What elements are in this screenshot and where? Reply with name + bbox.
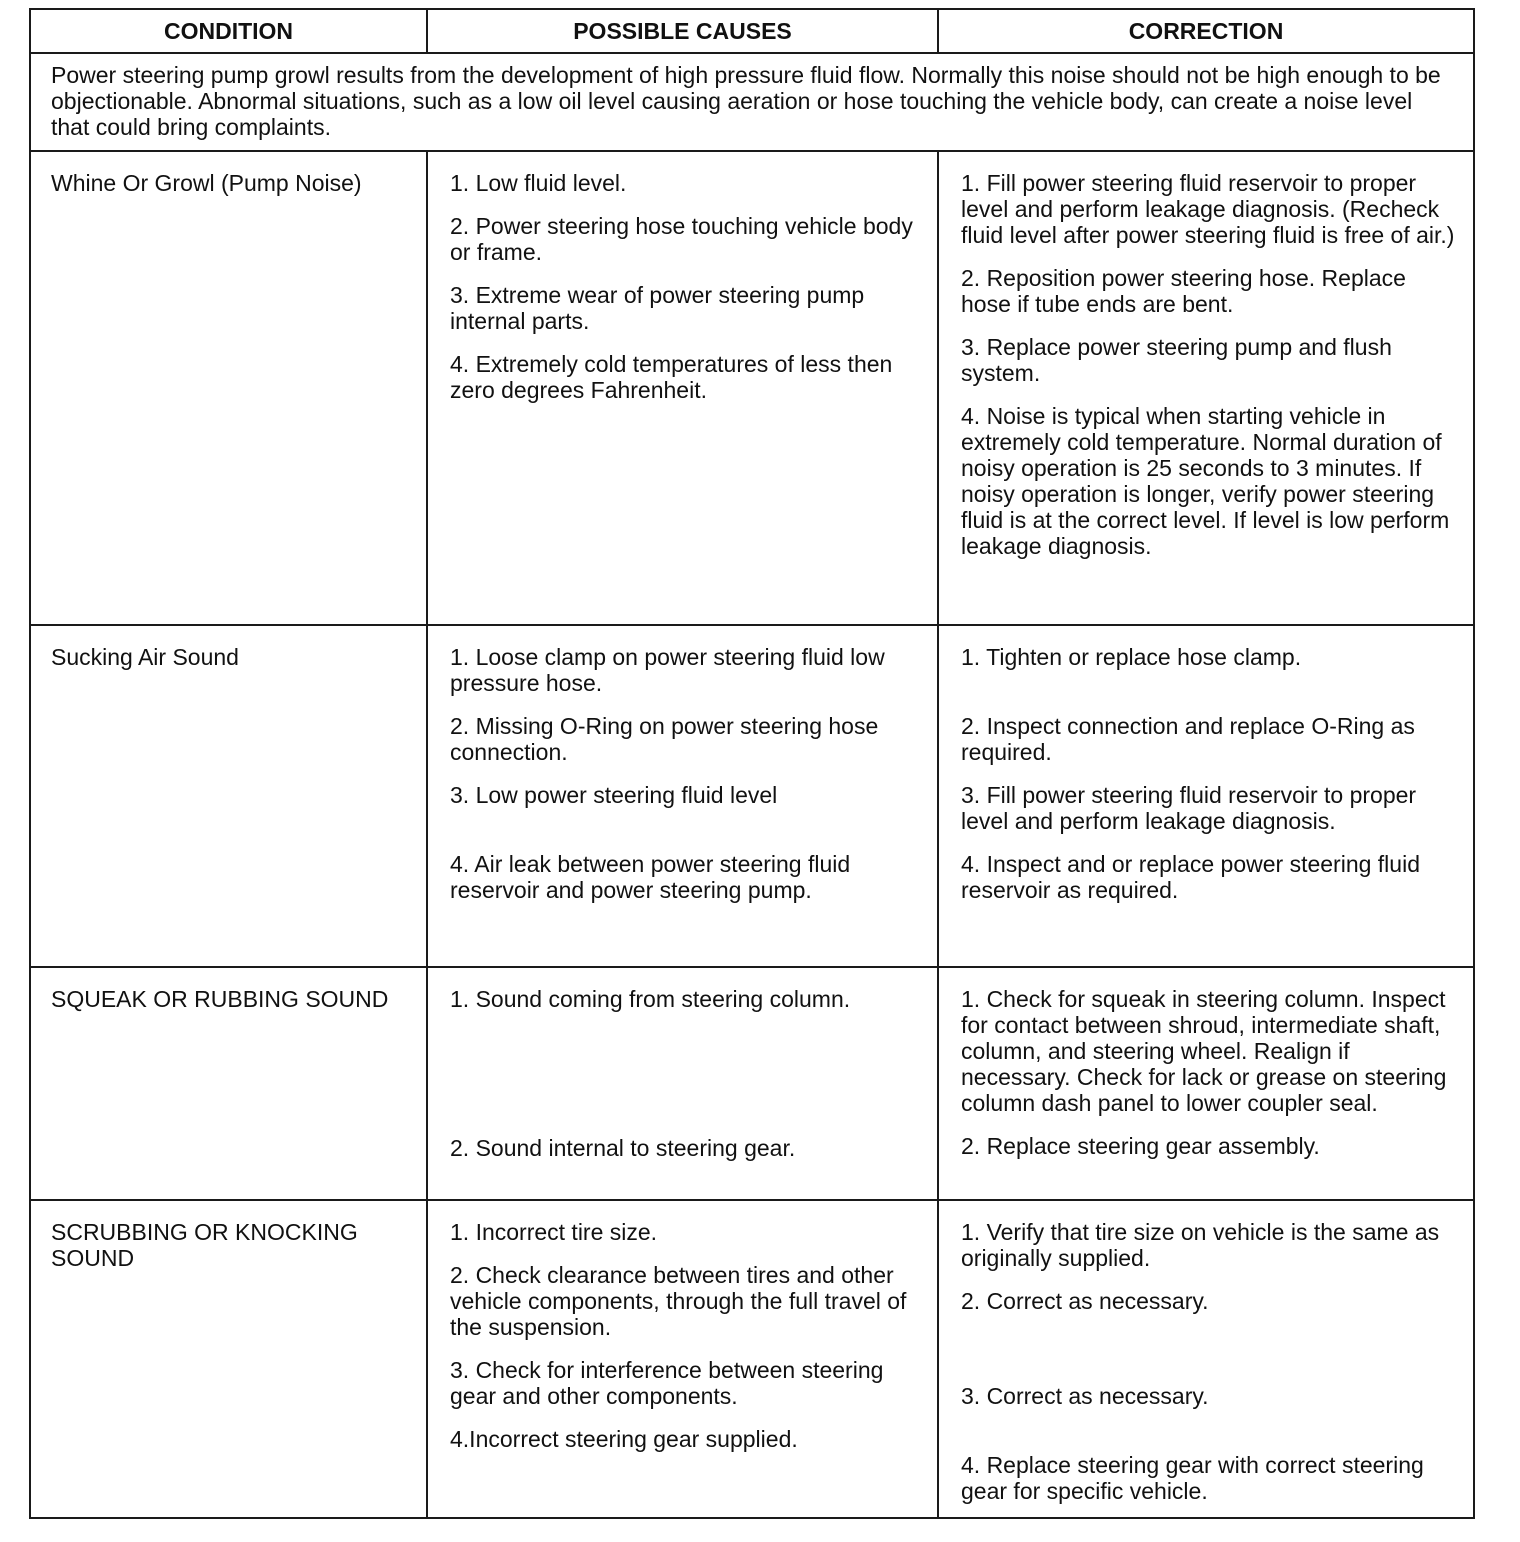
- correction-item: 2. Reposition power steering hose. Replace hose if tube ends are bent.: [961, 265, 1406, 317]
- cause-item: 3. Low power steering fluid level: [450, 782, 778, 808]
- causes-cell: [427, 1200, 938, 1518]
- correction-item: 3. Replace power steering pump and flush system.: [961, 334, 1392, 386]
- correction-item: 3. Fill power steering fluid reservoir to proper level and perform leakage diagnosis.: [961, 782, 1417, 834]
- condition-row: [30, 151, 1474, 625]
- correction-item: 2. Replace steering gear assembly.: [961, 1133, 1320, 1159]
- header-correction: CORRECTION: [938, 9, 1474, 53]
- correction-item: 2. Correct as necessary.: [961, 1288, 1209, 1314]
- cause-item: 3. Extreme wear of power steering pump internal parts.: [450, 282, 865, 334]
- condition-row: [30, 625, 1474, 967]
- cause-item: 4. Extremely cold temperatures of less then zero degrees Fahrenheit.: [450, 351, 893, 403]
- correction-item: 2. Inspect connection and replace O-Ring as required.: [961, 713, 1415, 765]
- correction-item: 4. Replace steering gear with correct steering gear for specific vehicle.: [961, 1452, 1424, 1504]
- header-possible-causes: POSSIBLE CAUSES: [427, 9, 938, 53]
- correction-item: 1. Fill power steering fluid reservoir to proper level and perform leakage diagnosis. (Recheck fluid level after power steering fluid is free of air.): [961, 170, 1455, 248]
- cause-item: 3. Check for interference between steering gear and other components.: [450, 1357, 884, 1409]
- condition-row: [30, 967, 1474, 1200]
- cause-item: 2. Power steering hose touching vehicle body or frame.: [450, 213, 913, 265]
- cause-item: 1. Low fluid level.: [450, 170, 627, 196]
- cause-item: 1. Loose clamp on power steering fluid low pressure hose.: [450, 644, 885, 696]
- condition-row: [30, 1200, 1474, 1518]
- cause-item: 2. Missing O-Ring on power steering hose connection.: [450, 713, 879, 765]
- correction-item: 1. Check for squeak in steering column. Inspect for contact between shroud, intermediate shaft, column, and steering wheel. Realign if necessary. Check for lack or grease on steering column dash panel to lower coupler seal.: [961, 986, 1447, 1116]
- header-condition: CONDITION: [30, 9, 427, 53]
- intro-text: Power steering pump growl results from the development of high pressure fluid flow. Normally this noise should not be high enough to be objectionable. Abnormal situations, such as a low oil level causing aeration or hose touching the vehicle body, can create a noise level that could bring complaints.: [30, 53, 1474, 151]
- correction-item: 3. Correct as necessary.: [961, 1383, 1209, 1409]
- cause-item: 1. Sound coming from steering column.: [450, 986, 851, 1012]
- intro-row: [30, 53, 1474, 151]
- causes-cell: [427, 625, 938, 967]
- cause-item: 1. Incorrect tire size.: [450, 1219, 658, 1245]
- correction-item: 1. Verify that tire size on vehicle is the same as originally supplied.: [961, 1219, 1440, 1271]
- condition-cell: SCRUBBING OR KNOCKING SOUND: [30, 1200, 427, 1518]
- header-row: [30, 9, 1474, 53]
- correction-item: 4. Inspect and or replace power steering fluid reservoir as required.: [961, 851, 1420, 903]
- correction-cell: [938, 151, 1474, 625]
- causes-cell: [427, 967, 938, 1200]
- condition-cell: Sucking Air Sound: [30, 625, 427, 967]
- causes-cell: [427, 151, 938, 625]
- cause-item: 2. Sound internal to steering gear.: [450, 1135, 796, 1161]
- correction-cell: [938, 1200, 1474, 1518]
- cause-item: 4. Air leak between power steering fluid reservoir and power steering pump.: [450, 851, 851, 903]
- correction-cell: [938, 967, 1474, 1200]
- diagnosis-table: [29, 8, 1475, 1519]
- correction-item: 1. Tighten or replace hose clamp.: [961, 644, 1302, 670]
- condition-cell: SQUEAK OR RUBBING SOUND: [30, 967, 427, 1200]
- correction-item: 4. Noise is typical when starting vehicle in extremely cold temperature. Normal duration of noisy operation is 25 seconds to 3 minutes. If noisy operation is longer, verify power steering fluid is at the correct level. If level is low perform leakage diagnosis.: [961, 403, 1450, 559]
- cause-item: 2. Check clearance between tires and other vehicle components, through the full travel of the suspension.: [450, 1262, 907, 1340]
- condition-cell: Whine Or Growl (Pump Noise): [30, 151, 427, 625]
- cause-item: 4.Incorrect steering gear supplied.: [450, 1426, 798, 1452]
- correction-cell: [938, 625, 1474, 967]
